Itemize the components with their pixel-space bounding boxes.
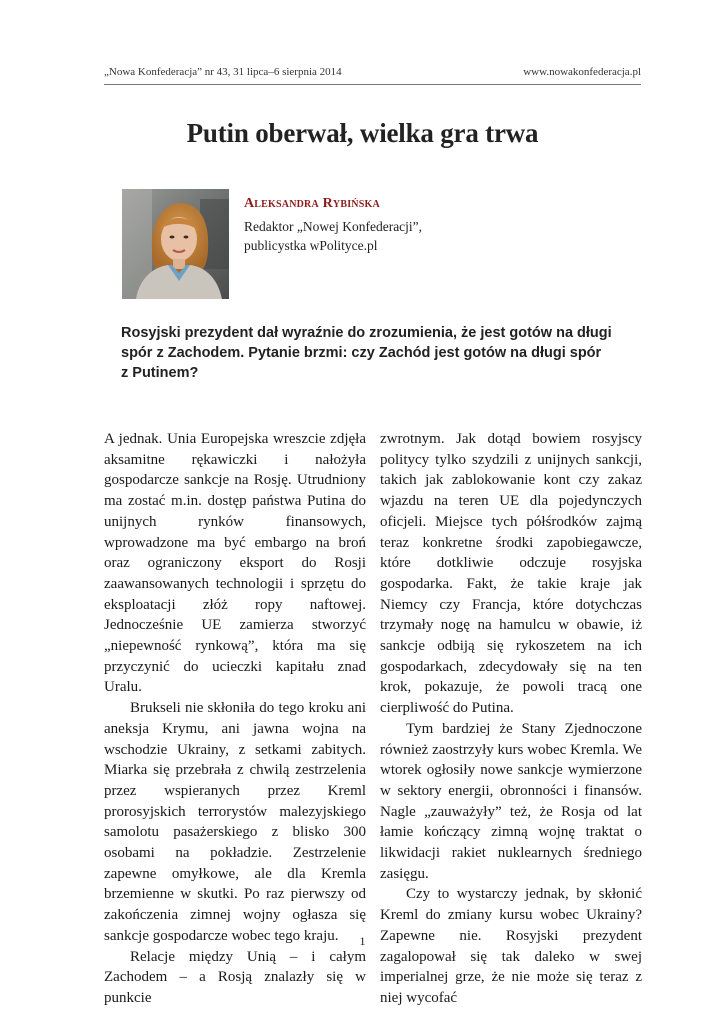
author-block (244, 196, 422, 255)
author-name: Aleksandra Rybińska (244, 196, 380, 211)
author-role (244, 217, 422, 255)
running-header (104, 66, 641, 85)
body-paragraph: Czy to wystarczy jednak, by skłonić Kreml do zmiany kursu wobec Ukrainy? Zapewne nie. Rosyjski prezydent zagalopował się tak daleko w swej imperialnej grze, że nie może się teraz z niej wycofać (380, 886, 642, 1006)
body-paragraph: Tym bardziej że Stany Zjednoczone również zaostrzyły kurs wobec Kremla. We wtorek ogłosiły nowe sankcje wymierzone w sektory energii, obronności i finansów. Nagle „zauważyły” też, że Rosja od lat łamie kończący zimną wojnę traktat o likwidacji rakiet nuklearnych średniego zasięgu. (380, 720, 642, 882)
header-website-url[interactable]: www.nowakonfederacja.pl (523, 66, 641, 78)
body-paragraph: Brukseli nie skłoniła do tego kroku ani aneksja Krymu, ani jawna wojna na wschodzie Ukrainy, z setkami zabitych. Miarka się przebrała z chwilą zestrzelenia przez wspieranych przez Kreml prorosyjskich terrorystów malezyjskiego samolotu pasażerskiego z blisko 300 osobami na pokładzie. Zestrzelenie zapewne omyłkowe, ale dla Kremla brzemienne w skutki. Po raz pierwszy od zakończenia zimnej wojny ogłasza się sankcje gospodarcze wobec tego kraju. (104, 700, 366, 944)
lead-line: z Putinem? (121, 365, 199, 381)
body-paragraph: A jednak. Unia Europejska wreszcie zdjęła aksamitne rękawiczki i nałożyła gospodarcze sankcje na Rosję. Utrudniony ma zostać m.in. dostęp państwa Putina do unijnych rynków finansowych, wprowadzone ma być embargo na broń oraz ograniczony eksport do Rosji zaawansowanych technologii i sprzętu do eksploatacji złóż ropy naftowej. Jednocześnie UE zamierza stworzyć „niepewność rynkową”, która ma się przyczynić do ucieczki kapitału znad Uralu. (104, 431, 366, 696)
author-role-line: publicystka wPolityce.pl (244, 238, 378, 253)
header-issue-info: „Nowa Konfederacja” nr 43, 31 lipca–6 sierpnia 2014 (104, 66, 342, 78)
lead-line: spór z Zachodem. Pytanie brzmi: czy Zachód jest gotów na długi spór (121, 345, 602, 361)
article-title: Putin oberwał, wielka gra trwa (186, 118, 539, 148)
lead-line: Rosyjski prezydent dał wyraźnie do zrozumienia, że jest gotów na długi (121, 325, 612, 341)
body-paragraph: Relacje między Unią – i całym Zachodem – a Rosją znalazły się w punkcie (104, 948, 366, 1006)
article-column-right (380, 429, 642, 1009)
article-lead (121, 323, 641, 383)
body-paragraph: zwrotnym. Jak dotąd bowiem rosyjscy politycy tylko szydzili z unijnych sankcji, takich jak zablokowanie kont czy zakaz wjazdu na teren UE dla pojedynczych oficjeli. Miejsce tych półśrodków zajmą teraz konkretne środki zapobiegawcze, które dotkliwie odczuje rosyjska gospodarka. Fakt, że takie kraje jak Niemcy czy Francja, które dotychczas trzymały nogę na hamulcu w obawie, iż sankcje odbiją się rykoszetem na ich gospodarkach, zdecydowały się na ten krok, pokazuje, że powoli tracą one cierpliwość do Putina. (380, 431, 642, 717)
author-role-line: Redaktor „Nowej Konfederacji”, (244, 219, 423, 234)
author-photo (122, 189, 229, 299)
article-column-left (104, 429, 366, 1009)
page-number: 1 (359, 934, 366, 948)
